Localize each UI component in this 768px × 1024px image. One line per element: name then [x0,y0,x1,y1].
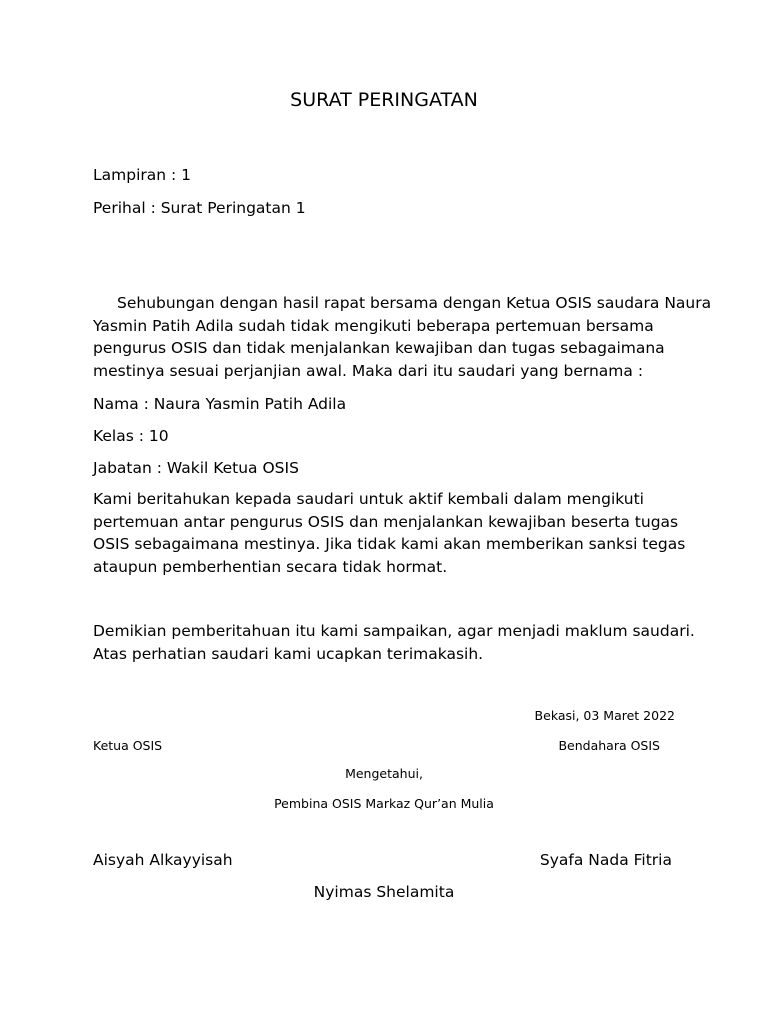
paragraph-line: pengurus OSIS dan tidak menjalankan kewajiban dan tugas sebagaimana [93,339,665,357]
left-signatory-name: Aisyah Alkayyisah [93,851,233,869]
jabatan-line: Jabatan : Wakil Ketua OSIS [93,459,299,477]
opening-paragraph [93,292,712,382]
paragraph-line: pertemuan antar pengurus OSIS dan menjalankan kewajiban beserta tugas [93,512,679,531]
paragraph-line: ataupun pemberhentian secara tidak hormat. [93,557,448,576]
left-signatory-role: Ketua OSIS [93,738,163,753]
paragraph-line: Kami beritahukan kepada saudari untuk aktif kembali dalam mengikuti [93,490,644,508]
center-signatory-name: Nyimas Shelamita [313,883,455,901]
paragraph-line: Demikian pemberitahuan itu kami sampaikan, agar menjadi maklum saudari. [93,622,695,640]
right-signatory-name: Syafa Nada Fitria [539,851,672,869]
paragraph-line: mestinya sesuai perjanjian awal. Maka dari itu saudari yang bernama : [93,361,644,380]
paragraph-line: Sehubungan dengan hasil rapat bersama dengan Ketua OSIS saudara Naura [117,294,712,312]
letter-title: SURAT PERINGATAN [290,89,478,111]
acknowledgement-caption: Mengetahui, [345,766,423,781]
notice-paragraph [93,488,686,578]
place-date: Bekasi, 03 Maret 2022 [534,708,675,723]
nama-line: Nama : Naura Yasmin Patih Adila [93,395,347,413]
paragraph-line: Atas perhatian saudari kami ucapkan terimakasih. [93,644,484,663]
perihal-line: Perihal : Surat Peringatan 1 [93,199,306,217]
kelas-line: Kelas : 10 [93,427,169,445]
center-signatory-role: Pembina OSIS Markaz Qur’an Mulia [274,796,494,811]
closing-paragraph [93,620,695,665]
right-signatory-role: Bendahara OSIS [558,738,660,753]
paragraph-line: OSIS sebagaimana mestinya. Jika tidak kami akan memberikan sanksi tegas [93,535,686,553]
lampiran-line: Lampiran : 1 [93,166,192,184]
paragraph-line: Yasmin Patih Adila sudah tidak mengikuti beberapa pertemuan bersama [93,316,654,335]
